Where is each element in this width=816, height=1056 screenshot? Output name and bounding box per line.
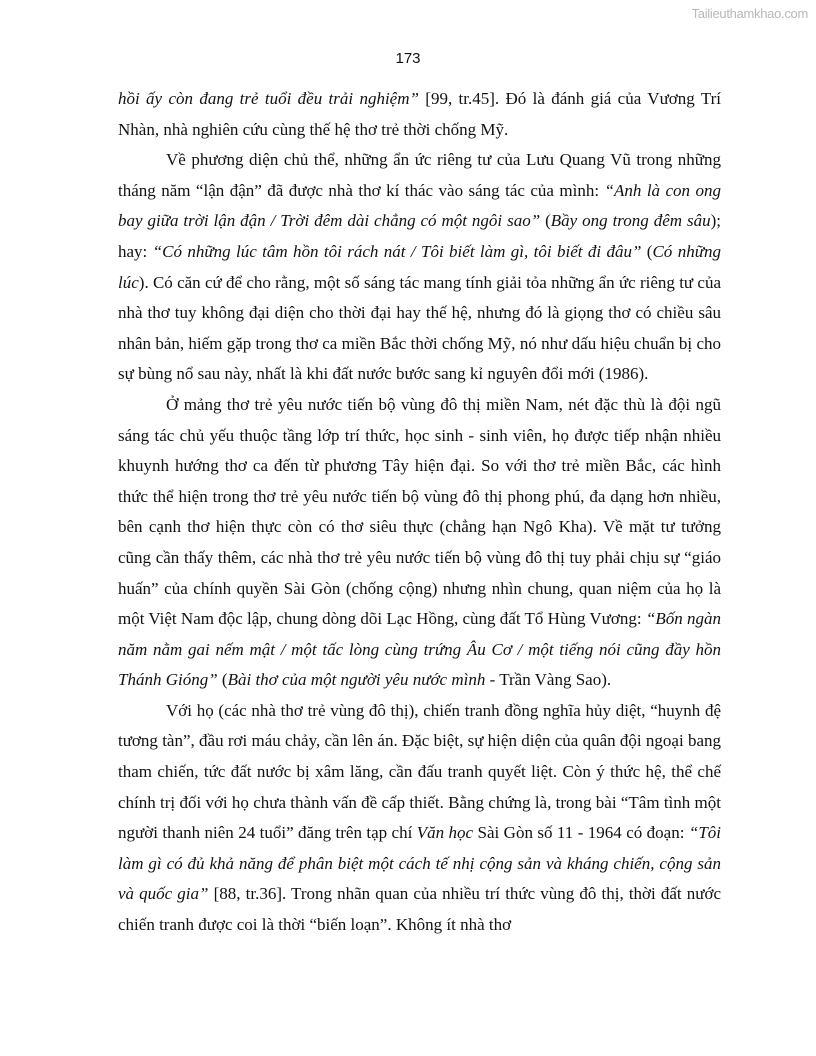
italic-text-run: Có những lúc xyxy=(118,241,721,292)
text-run: ( xyxy=(540,211,551,231)
text-run: - Trần Vàng Sao). xyxy=(485,670,612,690)
text-run: Với họ (các nhà thơ trẻ vùng đô thị), chiến tranh đồng nghĩa hủy diệt, “huynh đệ tương tàn”, đầu rơi máu chảy, cần lên án. Đặc biệt, sự hiện diện của quân đội ngoại bang tham chiến, tức đất nước bị xâm lăng, cần đấu tranh quyết liệt. Còn ý thức hệ, thể chế chính trị đối với họ chưa thành vấn đề cấp thiết. Bằng chứng là, trong bài “Tâm tình một người thanh niên 24 tuổi” đăng trên tạp chí xyxy=(118,700,721,843)
document-body xyxy=(118,84,721,941)
watermark: Tailieuthamkhao.com xyxy=(691,6,808,21)
italic-text-run: “Bốn ngàn năm nằm gai nếm mật / một tấc lòng cùng trứng Âu Cơ / một tiếng nói cũng đầy hồn Thánh Gióng” xyxy=(118,609,721,690)
text-run: [99, tr.45]. Đó là đánh giá của Vương Trí Nhàn, nhà nghiên cứu cùng thế hệ thơ trẻ thời chống Mỹ. xyxy=(118,89,721,139)
italic-text-run: “Anh là con ong bay giữa trời lận đận / Trời đêm dài chẳng có một ngôi sao” xyxy=(118,180,722,231)
italic-text-run: “Tôi làm gì có đủ khả năng để phân biệt một cách tế nhị cộng sản và kháng chiến, cộng sản và quốc gia” xyxy=(118,823,721,904)
paragraph xyxy=(118,84,721,145)
italic-text-run: Bầy ong trong đêm sâu xyxy=(550,211,711,231)
text-run: Về phương diện chủ thể, những ẩn ức riêng tư của Lưu Quang Vũ trong những tháng năm “lận đận” đã được nhà thơ kí thác vào sáng tác của mình: xyxy=(118,150,721,200)
text-run: [88, tr.36]. Trong nhãn quan của nhiều trí thức vùng đô thị, thời đất nước chiến tranh được coi là thời “biến loạn”. Không ít nhà thơ xyxy=(118,884,721,935)
text-run: ( xyxy=(217,670,228,690)
text-run: Ở mảng thơ trẻ yêu nước tiến bộ vùng đô thị miền Nam, nét đặc thù là đội ngũ sáng tác chủ yếu thuộc tầng lớp trí thức, học sinh - sinh viên, họ được tiếp nhận nhiều khuynh hướng thơ ca đến từ phương Tây hiện đại. So với thơ trẻ miền Bắc, các hình thức thể hiện trong thơ trẻ yêu nước tiến bộ vùng đô thị phong phú, đa dạng hơn nhiều, bên cạnh thơ hiện thực còn có thơ siêu thực (chẳng hạn Ngô Kha). Về mặt tư tưởng cũng cần thấy thêm, các nhà thơ trẻ yêu nước tiến bộ vùng đô thị tuy phải chịu sự “giáo huấn” của chính quyền Sài Gòn (chống cộng) nhưng nhìn chung, quan niệm của họ là một Việt Nam độc lập, chung dòng dõi Lạc Hồng, cùng đất Tổ Hùng Vương: xyxy=(118,394,721,629)
page-number: 173 xyxy=(395,50,421,67)
paragraph xyxy=(118,390,721,696)
text-run: ( xyxy=(641,241,653,261)
text-run: ). Có căn cứ để cho rằng, một số sáng tác mang tính giải tỏa những ẩn ức riêng tư của nhà thơ tuy không đại diện cho thời đại hay thế hệ, nhưng đó là giọng thơ có chiều sâu nhân bản, hiếm gặp trong thơ ca miền Bắc thời chống Mỹ, nó như dấu hiệu chuẩn bị cho sự bùng nổ sau này, nhất là khi đất nước bước sang kỉ nguyên đổi mới (1986). xyxy=(118,272,721,384)
text-run: ); hay: xyxy=(118,211,721,261)
italic-text-run: hồi ấy còn đang trẻ tuổi đều trải nghiệm” xyxy=(118,89,419,108)
paragraph xyxy=(118,696,721,941)
italic-text-run: Bài thơ của một người yêu nước mình xyxy=(227,670,486,690)
text-run: Sài Gòn số 11 - 1964 có đoạn: xyxy=(473,823,689,843)
italic-text-run: “Có những lúc tâm hồn tôi rách nát / Tôi biết làm gì, tôi biết đi đâu” xyxy=(152,241,642,261)
italic-text-run: Văn học xyxy=(416,823,474,843)
paragraph xyxy=(118,145,721,390)
